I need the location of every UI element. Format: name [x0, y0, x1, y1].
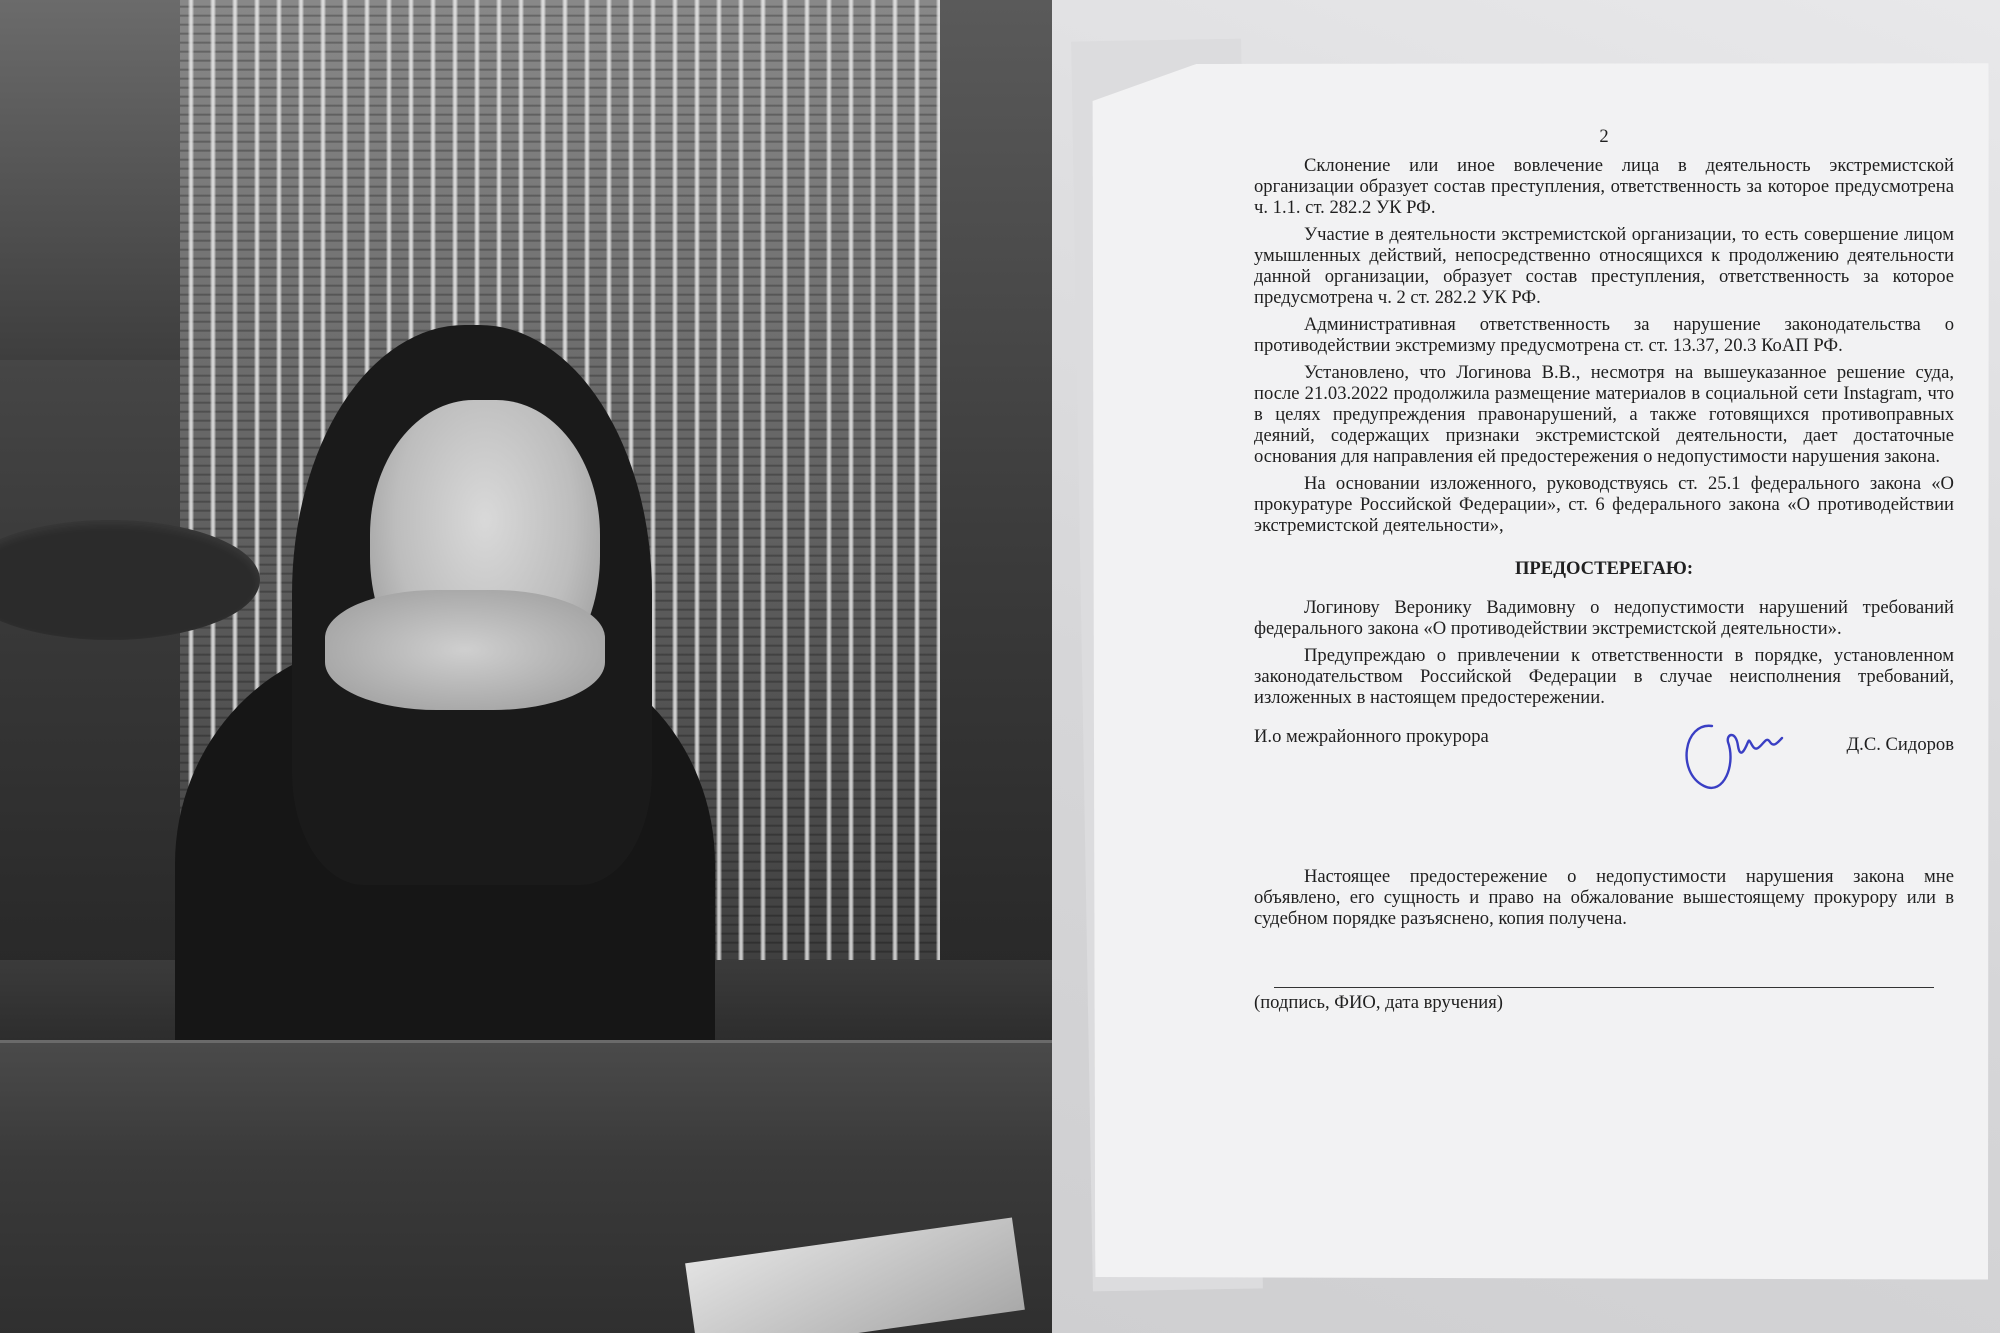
signature-line [1274, 987, 1934, 988]
warning-paragraph-1: Логинову Веронику Вадимовну о недопустимости нарушений требований федерального закона «О противодействии экстремистской деятельности». [1254, 597, 1954, 639]
document-text [1254, 126, 1954, 1013]
signer-role: И.о межрайонного прокурора [1254, 726, 1489, 747]
paragraph-5: На основании изложенного, руководствуясь ст. 25.1 федерального закона «О прокуратуре Российской Федерации», ст. 6 федерального закона «О противодействии экстремистской деятельности», [1254, 473, 1954, 536]
paragraph-4: Установлено, что Логинова В.В., несмотря на вышеуказанное решение суда, после 21.03.2022 продолжила размещение материалов в социальной сети Instagram, что в целях предупреждения правонарушений, а также готовящихся противоправных деяний, содержащих признаки экстремистской деятельности, дает достаточные основания для направления ей предостережения о недопустимости нарушения закона. [1254, 362, 1954, 467]
warning-paragraph-2: Предупреждаю о привлечении к ответственности в порядке, установленном законодательством Российской Федерации в случае неисполнения требований, изложенных в настоящем предостережении. [1254, 645, 1954, 708]
acknowledgement-note: Настоящее предостережение о недопустимости нарушения закона мне объявлено, его сущность и право на обжалование вышестоящему прокурору или в судебном порядке разъяснено, копия получена. [1254, 866, 1954, 929]
person-hands [325, 590, 605, 710]
signer-name: Д.С. Сидоров [1846, 734, 1954, 755]
page-number: 2 [1599, 126, 1609, 147]
signature-row [1254, 726, 1954, 796]
document-heading: ПРЕДОСТЕРЕГАЮ: [1514, 558, 1694, 579]
paragraph-3: Административная ответственность за нарушение законодательства о противодействии экстремизму предусмотрена ст. ст. 13.37, 20.3 КоАП РФ. [1254, 314, 1954, 356]
document-photo [1052, 0, 2000, 1333]
paragraph-2: Участие в деятельности экстремистской организации, то есть совершение лицом умышленных действий, непосредственно относящихся к продолжению деятельности данной организации, образует состав преступления, ответственность за которое предусмотрена ч. 2 ст. 282.2 УК РФ. [1254, 224, 1954, 308]
window-background [0, 0, 180, 360]
handwritten-signature [1674, 712, 1794, 802]
signature-caption: (подпись, ФИО, дата вручения) [1254, 992, 1503, 1013]
signature-stroke [1687, 726, 1782, 788]
paragraph-1: Склонение или иное вовлечение лица в деятельность экстремистской организации образует состав преступления, ответственность за которое предусмотрена ч. 1.1. ст. 282.2 УК РФ. [1254, 155, 1954, 218]
